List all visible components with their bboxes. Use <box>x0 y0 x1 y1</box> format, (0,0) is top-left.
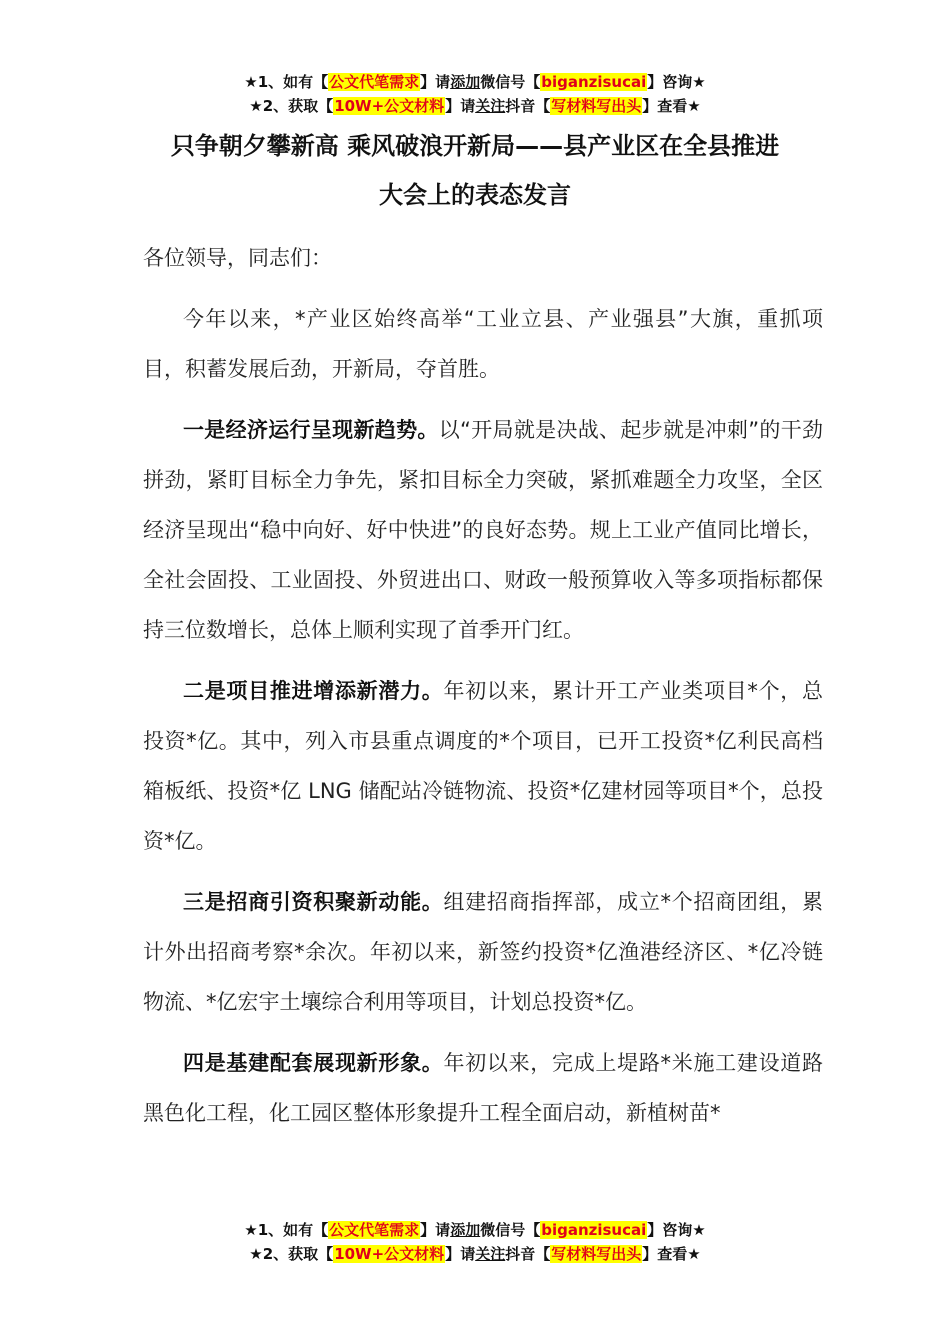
point-paragraph-4 <box>143 1038 823 1138</box>
point-text: 组建招商指挥部，成立*个招商团组，累计外出招商考察*余次。年初以来，新签约投资*亿渔港经济区、*亿冷链物流、*亿宏宇土壤综合利用等项目，计划总投资*亿。 <box>143 890 824 1014</box>
promo-highlight-wechat-id: biganzisucai <box>541 73 647 91</box>
promo-text: 】咨询★ <box>647 1221 706 1239</box>
promo-text: 】请 <box>420 1221 451 1239</box>
promo-underlined-word: 关注 <box>475 1245 506 1263</box>
point-paragraph-2 <box>143 666 823 866</box>
promo-text: 】查看★ <box>642 1245 701 1263</box>
promo-text: 】咨询★ <box>647 73 706 91</box>
promo-text: 】请 <box>420 73 451 91</box>
promo-text: 】请 <box>445 97 476 115</box>
promo-text: 微信号【 <box>480 1221 541 1239</box>
promo-highlight-service: 公文代笔需求 <box>329 1221 420 1239</box>
promo-highlight-douyin-account: 写材料写出头 <box>551 1245 642 1263</box>
document-title-line-1: 只争朝夕攀新高 乘风破浪开新局——县产业区在全县推进 <box>170 132 780 160</box>
promo-line-2 <box>0 94 950 118</box>
point-paragraph-1 <box>143 405 823 655</box>
promo-text: ★1、如有【 <box>244 73 329 91</box>
document-body <box>143 233 823 1149</box>
promo-underlined-word: 关注 <box>475 97 506 115</box>
promo-highlight-douyin-account: 写材料写出头 <box>551 97 642 115</box>
promo-text: ★2、获取【 <box>249 97 334 115</box>
promo-line-1 <box>0 70 950 94</box>
intro-paragraph: 今年以来，*产业区始终高举“工业立县、产业强县”大旗，重抓项目，积蓄发展后劲，开新局，夺首胜。 <box>143 307 823 381</box>
promo-underlined-word: 添加 <box>450 73 481 91</box>
promo-underlined-word: 添加 <box>450 1221 481 1239</box>
point-heading: 四是基建配套展现新形象。 <box>183 1051 444 1075</box>
point-heading: 三是招商引资积聚新动能。 <box>183 890 444 914</box>
promo-highlight-materials: 10W+公文材料 <box>334 97 445 115</box>
promo-text: 抖音【 <box>505 97 551 115</box>
point-text: 以“开局就是决战、起步就是冲刺”的干劲拼劲，紧盯目标全力争先，紧扣目标全力突破，紧抓难题全力攻坚，全区经济呈现出“稳中向好、好中快进”的良好态势。规上工业产值同比增长，全社会固投、工业固投、外贸进出口、财政一般预算收入等多项指标都保持三位数增长，总体上顺利实现了首季开门红。 <box>143 418 824 642</box>
promo-text: ★2、获取【 <box>249 1245 334 1263</box>
document-title-line-2: 大会上的表态发言 <box>379 181 571 209</box>
header-promo-banner <box>0 70 950 118</box>
promo-line-2 <box>0 1242 950 1266</box>
promo-highlight-wechat-id: biganzisucai <box>541 1221 647 1239</box>
promo-text: 抖音【 <box>505 1245 551 1263</box>
point-text: 年初以来，完成上堤路*米施工建设道路黑色化工程，化工园区整体形象提升工程全面启动，新植树苗* <box>143 1051 824 1125</box>
promo-text: 】查看★ <box>642 97 701 115</box>
footer-promo-banner <box>0 1218 950 1266</box>
point-text: 年初以来，累计开工产业类项目*个，总投资*亿。其中，列入市县重点调度的*个项目，已开工投资*亿利民高档箱板纸、投资*亿 LNG 储配站冷链物流、投资*亿建材园等项目*个，总投资*亿。 <box>143 679 824 853</box>
promo-highlight-materials: 10W+公文材料 <box>334 1245 445 1263</box>
promo-highlight-service: 公文代笔需求 <box>329 73 420 91</box>
promo-text: ★1、如有【 <box>244 1221 329 1239</box>
point-heading: 二是项目推进增添新潜力。 <box>183 679 444 703</box>
point-paragraph-3 <box>143 877 823 1027</box>
promo-text: 微信号【 <box>480 73 541 91</box>
promo-line-1 <box>0 1218 950 1242</box>
promo-text: 】请 <box>445 1245 476 1263</box>
salutation: 各位领导，同志们： <box>143 246 332 270</box>
point-heading: 一是经济运行呈现新趋势。 <box>183 418 439 442</box>
